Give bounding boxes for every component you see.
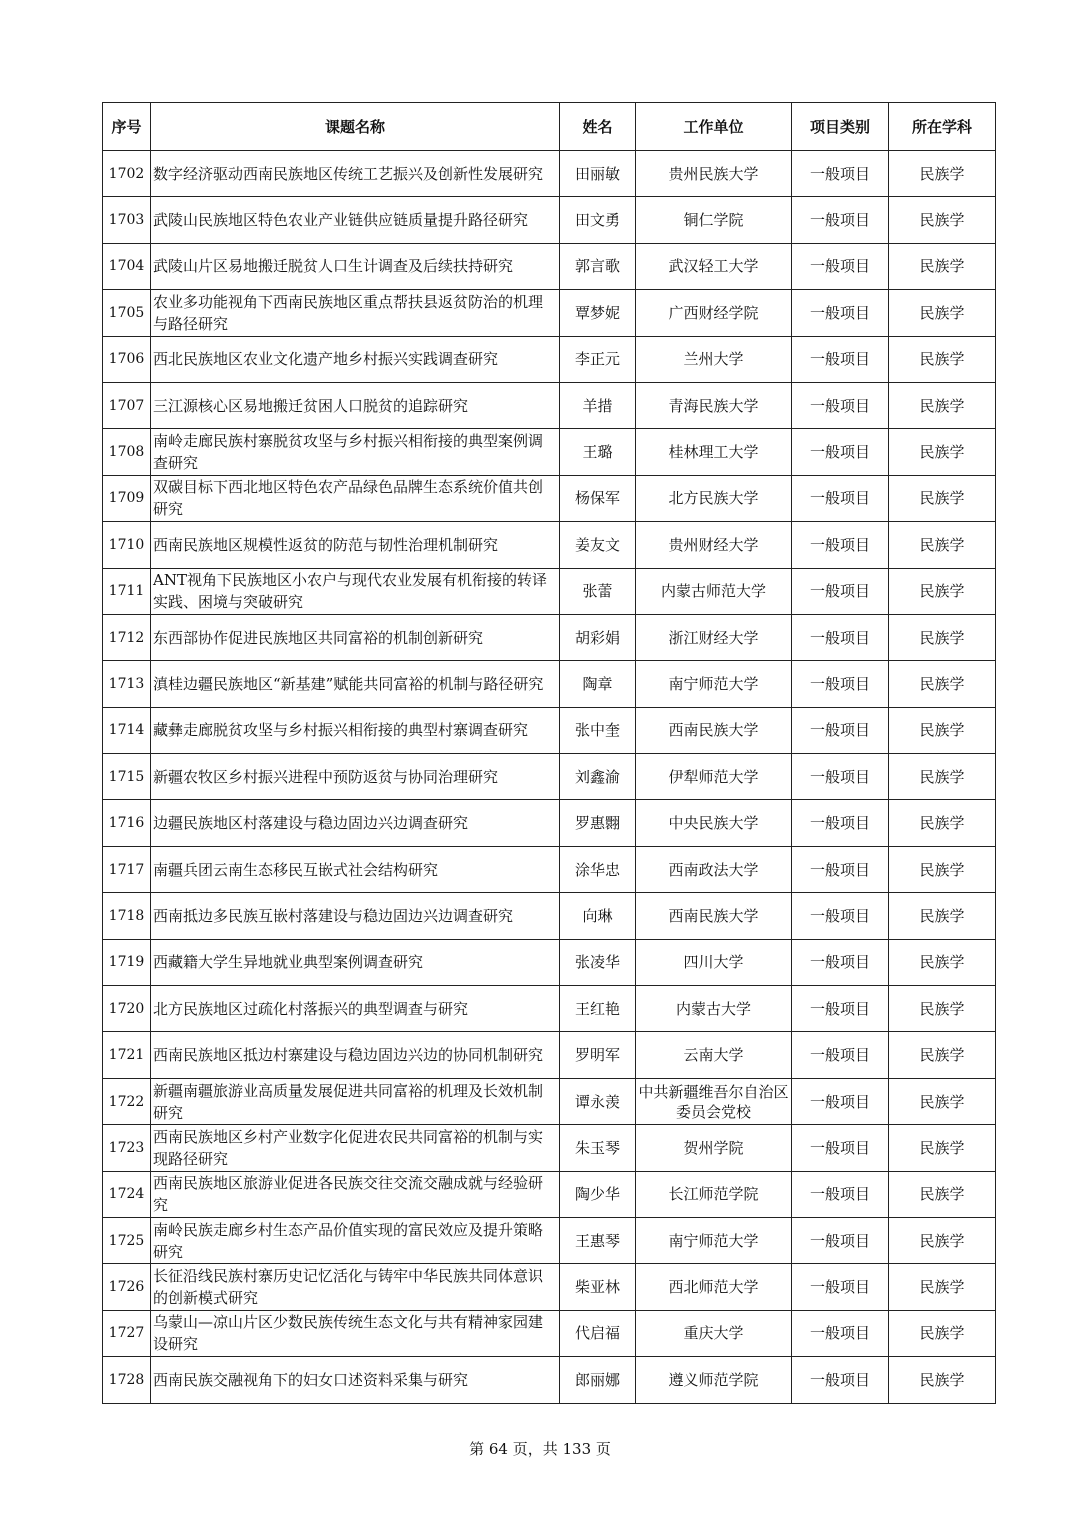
cell-name: 王惠琴 <box>560 1217 636 1263</box>
cell-type: 一般项目 <box>792 846 889 892</box>
cell-discipline: 民族学 <box>889 1078 996 1124</box>
table-row <box>103 336 996 382</box>
cell-unit: 中央民族大学 <box>636 800 792 846</box>
table-header-row <box>103 103 996 151</box>
cell-type: 一般项目 <box>792 197 889 243</box>
cell-unit: 桂林理工大学 <box>636 429 792 475</box>
cell-unit: 南宁师范大学 <box>636 1217 792 1263</box>
table-row <box>103 1171 996 1217</box>
cell-discipline: 民族学 <box>889 1125 996 1171</box>
cell-type: 一般项目 <box>792 661 889 707</box>
table-row <box>103 568 996 614</box>
table-row <box>103 939 996 985</box>
table-row <box>103 1032 996 1078</box>
cell-type: 一般项目 <box>792 382 889 428</box>
cell-type: 一般项目 <box>792 754 889 800</box>
cell-unit: 遵义师范学院 <box>636 1357 792 1403</box>
cell-seq: 1715 <box>103 754 151 800</box>
cell-unit: 四川大学 <box>636 939 792 985</box>
cell-type: 一般项目 <box>792 614 889 660</box>
cell-title: 滇桂边疆民族地区“新基建”赋能共同富裕的机制与路径研究 <box>151 661 560 707</box>
cell-type: 一般项目 <box>792 151 889 197</box>
cell-discipline: 民族学 <box>889 568 996 614</box>
cell-title: 武陵山民族地区特色农业产业链供应链质量提升路径研究 <box>151 197 560 243</box>
cell-type: 一般项目 <box>792 1171 889 1217</box>
cell-title: 西藏籍大学生异地就业典型案例调查研究 <box>151 939 560 985</box>
cell-unit: 青海民族大学 <box>636 382 792 428</box>
cell-seq: 1718 <box>103 893 151 939</box>
table-row <box>103 522 996 568</box>
cell-name: 向琳 <box>560 893 636 939</box>
cell-unit: 重庆大学 <box>636 1310 792 1356</box>
cell-name: 张中奎 <box>560 707 636 753</box>
cell-type: 一般项目 <box>792 1078 889 1124</box>
cell-seq: 1703 <box>103 197 151 243</box>
cell-unit: 贵州民族大学 <box>636 151 792 197</box>
cell-type: 一般项目 <box>792 1264 889 1310</box>
cell-title: 武陵山片区易地搬迁脱贫人口生计调查及后续扶持研究 <box>151 243 560 289</box>
cell-unit: 中共新疆维吾尔自治区委员会党校 <box>636 1078 792 1124</box>
cell-name: 郎丽娜 <box>560 1357 636 1403</box>
cell-discipline: 民族学 <box>889 197 996 243</box>
cell-discipline: 民族学 <box>889 893 996 939</box>
table-row <box>103 1264 996 1310</box>
table-row <box>103 614 996 660</box>
cell-name: 田丽敏 <box>560 151 636 197</box>
cell-name: 刘鑫渝 <box>560 754 636 800</box>
cell-seq: 1710 <box>103 522 151 568</box>
table-row <box>103 754 996 800</box>
cell-seq: 1702 <box>103 151 151 197</box>
cell-discipline: 民族学 <box>889 1171 996 1217</box>
cell-name: 张蕾 <box>560 568 636 614</box>
cell-seq: 1711 <box>103 568 151 614</box>
table-row <box>103 429 996 475</box>
cell-name: 朱玉琴 <box>560 1125 636 1171</box>
cell-seq: 1704 <box>103 243 151 289</box>
table-body <box>103 151 996 1404</box>
cell-name: 田文勇 <box>560 197 636 243</box>
cell-unit: 广西财经学院 <box>636 290 792 336</box>
cell-type: 一般项目 <box>792 429 889 475</box>
cell-type: 一般项目 <box>792 475 889 521</box>
cell-seq: 1712 <box>103 614 151 660</box>
cell-discipline: 民族学 <box>889 1217 996 1263</box>
cell-unit: 兰州大学 <box>636 336 792 382</box>
cell-type: 一般项目 <box>792 1125 889 1171</box>
cell-seq: 1708 <box>103 429 151 475</box>
cell-name: 陶少华 <box>560 1171 636 1217</box>
header-type: 项目类别 <box>792 103 889 151</box>
cell-discipline: 民族学 <box>889 522 996 568</box>
header-name: 姓名 <box>560 103 636 151</box>
table-row <box>103 290 996 336</box>
cell-type: 一般项目 <box>792 336 889 382</box>
table-row <box>103 475 996 521</box>
cell-discipline: 民族学 <box>889 475 996 521</box>
cell-title: 北方民族地区过疏化村落振兴的典型调查与研究 <box>151 986 560 1032</box>
cell-name: 罗惠翾 <box>560 800 636 846</box>
cell-title: 农业多功能视角下西南民族地区重点帮扶县返贫防治的机理与路径研究 <box>151 290 560 336</box>
cell-seq: 1707 <box>103 382 151 428</box>
cell-discipline: 民族学 <box>889 614 996 660</box>
cell-title: ANT视角下民族地区小农户与现代农业发展有机衔接的转译实践、困境与突破研究 <box>151 568 560 614</box>
cell-name: 胡彩娟 <box>560 614 636 660</box>
cell-unit: 西南民族大学 <box>636 707 792 753</box>
table-row <box>103 846 996 892</box>
cell-discipline: 民族学 <box>889 986 996 1032</box>
cell-discipline: 民族学 <box>889 1310 996 1356</box>
cell-unit: 伊犁师范大学 <box>636 754 792 800</box>
table-row <box>103 1125 996 1171</box>
cell-discipline: 民族学 <box>889 754 996 800</box>
cell-unit: 贺州学院 <box>636 1125 792 1171</box>
table-row <box>103 986 996 1032</box>
cell-type: 一般项目 <box>792 1357 889 1403</box>
table-row <box>103 1217 996 1263</box>
cell-name: 涂华忠 <box>560 846 636 892</box>
cell-discipline: 民族学 <box>889 661 996 707</box>
cell-unit: 西北师范大学 <box>636 1264 792 1310</box>
cell-discipline: 民族学 <box>889 336 996 382</box>
cell-name: 杨保军 <box>560 475 636 521</box>
table-row <box>103 1078 996 1124</box>
cell-name: 柴亚林 <box>560 1264 636 1310</box>
cell-seq: 1709 <box>103 475 151 521</box>
cell-unit: 内蒙古师范大学 <box>636 568 792 614</box>
cell-name: 羊措 <box>560 382 636 428</box>
cell-seq: 1725 <box>103 1217 151 1263</box>
cell-title: 西南民族地区抵边村寨建设与稳边固边兴边的协同机制研究 <box>151 1032 560 1078</box>
cell-unit: 内蒙古大学 <box>636 986 792 1032</box>
cell-type: 一般项目 <box>792 893 889 939</box>
cell-type: 一般项目 <box>792 243 889 289</box>
cell-type: 一般项目 <box>792 1032 889 1078</box>
cell-name: 谭永羡 <box>560 1078 636 1124</box>
cell-title: 南疆兵团云南生态移民互嵌式社会结构研究 <box>151 846 560 892</box>
cell-title: 南岭民族走廊乡村生态产品价值实现的富民效应及提升策略研究 <box>151 1217 560 1263</box>
cell-discipline: 民族学 <box>889 707 996 753</box>
cell-title: 藏彝走廊脱贫攻坚与乡村振兴相衔接的典型村寨调查研究 <box>151 707 560 753</box>
cell-title: 西南民族交融视角下的妇女口述资料采集与研究 <box>151 1357 560 1403</box>
cell-seq: 1721 <box>103 1032 151 1078</box>
cell-title: 新疆农牧区乡村振兴进程中预防返贫与协同治理研究 <box>151 754 560 800</box>
cell-title: 西南抵边多民族互嵌村落建设与稳边固边兴边调查研究 <box>151 893 560 939</box>
cell-name: 罗明军 <box>560 1032 636 1078</box>
cell-name: 覃梦妮 <box>560 290 636 336</box>
cell-title: 西北民族地区农业文化遗产地乡村振兴实践调查研究 <box>151 336 560 382</box>
cell-seq: 1727 <box>103 1310 151 1356</box>
cell-seq: 1724 <box>103 1171 151 1217</box>
cell-unit: 西南政法大学 <box>636 846 792 892</box>
cell-type: 一般项目 <box>792 986 889 1032</box>
cell-seq: 1728 <box>103 1357 151 1403</box>
cell-discipline: 民族学 <box>889 1357 996 1403</box>
project-table <box>102 102 996 1404</box>
cell-unit: 南宁师范大学 <box>636 661 792 707</box>
cell-type: 一般项目 <box>792 1310 889 1356</box>
cell-type: 一般项目 <box>792 939 889 985</box>
cell-title: 双碳目标下西北地区特色农产品绿色品牌生态系统价值共创研究 <box>151 475 560 521</box>
cell-seq: 1705 <box>103 290 151 336</box>
header-discipline: 所在学科 <box>889 103 996 151</box>
cell-title: 长征沿线民族村寨历史记忆活化与铸牢中华民族共同体意识的创新模式研究 <box>151 1264 560 1310</box>
cell-title: 西南民族地区乡村产业数字化促进农民共同富裕的机制与实现路径研究 <box>151 1125 560 1171</box>
cell-name: 代启福 <box>560 1310 636 1356</box>
cell-title: 三江源核心区易地搬迁贫困人口脱贫的追踪研究 <box>151 382 560 428</box>
table-row <box>103 382 996 428</box>
cell-title: 乌蒙山—凉山片区少数民族传统生态文化与共有精神家园建设研究 <box>151 1310 560 1356</box>
cell-type: 一般项目 <box>792 290 889 336</box>
cell-discipline: 民族学 <box>889 1264 996 1310</box>
cell-title: 西南民族地区旅游业促进各民族交往交流交融成就与经验研究 <box>151 1171 560 1217</box>
cell-type: 一般项目 <box>792 522 889 568</box>
cell-unit: 浙江财经大学 <box>636 614 792 660</box>
cell-discipline: 民族学 <box>889 382 996 428</box>
cell-discipline: 民族学 <box>889 939 996 985</box>
cell-seq: 1706 <box>103 336 151 382</box>
table-row <box>103 893 996 939</box>
cell-discipline: 民族学 <box>889 429 996 475</box>
table-row <box>103 1357 996 1403</box>
cell-seq: 1723 <box>103 1125 151 1171</box>
cell-name: 陶章 <box>560 661 636 707</box>
cell-unit: 北方民族大学 <box>636 475 792 521</box>
cell-discipline: 民族学 <box>889 290 996 336</box>
header-title: 课题名称 <box>151 103 560 151</box>
cell-type: 一般项目 <box>792 568 889 614</box>
cell-title: 西南民族地区规模性返贫的防范与韧性治理机制研究 <box>151 522 560 568</box>
table-row <box>103 707 996 753</box>
cell-unit: 铜仁学院 <box>636 197 792 243</box>
cell-discipline: 民族学 <box>889 243 996 289</box>
page-footer: 第 64 页，共 133 页 <box>469 1440 611 1458</box>
cell-title: 南岭走廊民族村寨脱贫攻坚与乡村振兴相衔接的典型案例调查研究 <box>151 429 560 475</box>
cell-name: 张凌华 <box>560 939 636 985</box>
cell-unit: 长江师范学院 <box>636 1171 792 1217</box>
cell-seq: 1722 <box>103 1078 151 1124</box>
table-row <box>103 1310 996 1356</box>
cell-discipline: 民族学 <box>889 800 996 846</box>
cell-discipline: 民族学 <box>889 151 996 197</box>
cell-name: 郭言歌 <box>560 243 636 289</box>
cell-unit: 贵州财经大学 <box>636 522 792 568</box>
table-row <box>103 800 996 846</box>
table-row <box>103 151 996 197</box>
cell-discipline: 民族学 <box>889 1032 996 1078</box>
cell-type: 一般项目 <box>792 1217 889 1263</box>
table-row <box>103 661 996 707</box>
table-row <box>103 243 996 289</box>
cell-unit: 西南民族大学 <box>636 893 792 939</box>
cell-unit: 武汉轻工大学 <box>636 243 792 289</box>
cell-type: 一般项目 <box>792 800 889 846</box>
cell-title: 东西部协作促进民族地区共同富裕的机制创新研究 <box>151 614 560 660</box>
cell-name: 王璐 <box>560 429 636 475</box>
cell-type: 一般项目 <box>792 707 889 753</box>
cell-seq: 1720 <box>103 986 151 1032</box>
cell-title: 边疆民族地区村落建设与稳边固边兴边调查研究 <box>151 800 560 846</box>
cell-seq: 1719 <box>103 939 151 985</box>
cell-unit: 云南大学 <box>636 1032 792 1078</box>
header-seq: 序号 <box>103 103 151 151</box>
cell-title: 新疆南疆旅游业高质量发展促进共同富裕的机理及长效机制研究 <box>151 1078 560 1124</box>
cell-name: 李正元 <box>560 336 636 382</box>
cell-discipline: 民族学 <box>889 846 996 892</box>
table-row <box>103 197 996 243</box>
cell-title: 数字经济驱动西南民族地区传统工艺振兴及创新性发展研究 <box>151 151 560 197</box>
header-unit: 工作单位 <box>636 103 792 151</box>
cell-name: 姜友文 <box>560 522 636 568</box>
cell-seq: 1716 <box>103 800 151 846</box>
cell-name: 王红艳 <box>560 986 636 1032</box>
cell-seq: 1714 <box>103 707 151 753</box>
cell-seq: 1726 <box>103 1264 151 1310</box>
cell-seq: 1717 <box>103 846 151 892</box>
cell-seq: 1713 <box>103 661 151 707</box>
